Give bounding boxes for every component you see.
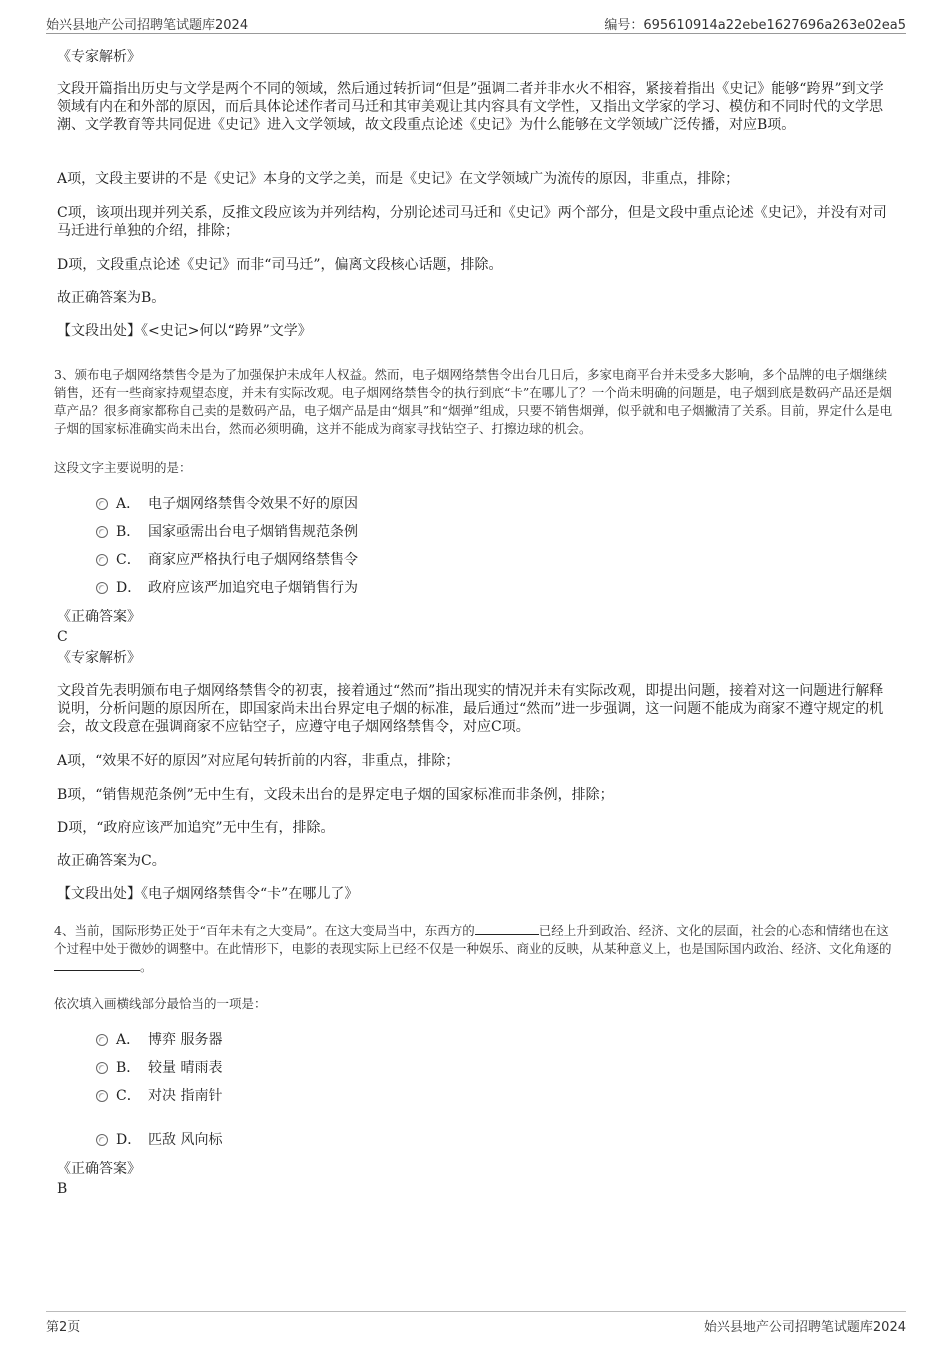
option-label: A． [116,1032,141,1048]
radio-icon[interactable] [96,1090,108,1102]
option-text: 对决 指南针 [148,1088,223,1104]
option-label: D． [116,580,142,596]
radio-icon[interactable] [96,554,108,566]
q2-analysis-heading: 《专家解析》 [57,49,141,65]
q4-prompt: 依次填入画横线部分最恰当的一项是： [54,996,267,1011]
q4-option-d[interactable] [96,1131,222,1149]
q3-option-b[interactable] [96,523,358,541]
radio-icon[interactable] [96,1062,108,1074]
q3-conclusion: 故正确答案为C。 [57,853,166,869]
fill-blank-2[interactable] [54,959,140,971]
option-label: C． [116,1088,141,1104]
q3-analysis-d: D项，“政府应该严加追究”无中生有，排除。 [57,820,335,836]
q2-conclusion: 故正确答案为B。 [57,290,166,306]
q3-prompt: 这段文字主要说明的是： [54,460,192,475]
option-text: 匹敌 风向标 [148,1132,223,1148]
q3-answer-heading: 《正确答案》 [57,609,141,625]
option-label: C． [116,552,141,568]
option-text: 国家亟需出台电子烟销售规范条例 [148,524,358,540]
q3-option-a[interactable] [96,495,358,513]
option-label: A． [116,496,141,512]
q2-source: 【文段出处】《<史记>何以“跨界”文学》 [57,323,312,339]
option-label: B． [116,524,141,540]
radio-icon[interactable] [96,1034,108,1046]
q2-analysis-a: A项，文段主要讲的不是《史记》本身的文学之美，而是《史记》在文学领域广为流传的原因，非重点，排除； [57,171,740,187]
option-text: 博弈 服务器 [148,1032,223,1048]
footer-page-number: 第2页 [46,1320,81,1335]
q3-option-c[interactable] [96,551,358,569]
option-text: 较量 晴雨表 [148,1060,223,1076]
radio-icon[interactable] [96,582,108,594]
q4-answer-heading: 《正确答案》 [57,1161,141,1177]
option-label: D． [116,1132,142,1148]
q3-analysis-a: A项，“效果不好的原因”对应尾句转折前的内容，非重点，排除； [57,753,460,769]
q4-stem-part2: 已经上升到政治、经济、文化的层面，社会的心态和情绪也在这个过程中处于微妙的调整中。在此情形下，电影的表现实际上已经不仅是一种娱乐、商业的反映，从某种意义上，也是国际国内政治、经济、文化角逐的 [54,923,892,956]
q4-stem [54,922,896,976]
option-label: B． [116,1060,141,1076]
q3-source: 【文段出处】《电子烟网络禁售令“卡”在哪儿了》 [57,886,359,902]
radio-icon[interactable] [96,1134,108,1146]
q2-analysis-d: D项，文段重点论述《史记》而非“司马迁”，偏离文段核心话题，排除。 [57,257,503,273]
q3-analysis: 文段首先表明颁布电子烟网络禁售令的初衷，接着通过“然而”指出现实的情况并未有实际改观，即提出问题，接着对这一问题进行解释说明，分析问题的原因所在，即国家尚未出台界定电子烟的标准，最后通过“然而”进一步强调，这一问题不能成为商家不遵守规定的机会，故文段意在强调商家不应钻空子，应遵守电子烟网络禁售令，对应C项。 [57,683,884,735]
q4-option-a[interactable] [96,1031,222,1049]
option-text: 电子烟网络禁售令效果不好的原因 [148,496,358,512]
q3-analysis-heading: 《专家解析》 [57,650,141,666]
q3-analysis-b: B项，“销售规范条例”无中生有，文段未出台的是界定电子烟的国家标准而非条例，排除； [57,787,614,803]
q4-answer: B [57,1181,68,1197]
q4-stem-part1: 4、当前，国际形势正处于“百年未有之大变局”。在这大变局当中，东西方的 [54,923,475,938]
q3-option-d[interactable] [96,579,358,597]
q4-option-b[interactable] [96,1059,222,1077]
q4-stem-part3: 。 [140,959,153,974]
option-text: 商家应严格执行电子烟网络禁售令 [148,552,358,568]
q3-stem: 3、颁布电子烟网络禁售令是为了加强保护未成年人权益。然而，电子烟网络禁售令出台几日后，多家电商平台并未受多大影响，多个品牌的电子烟继续销售，还有一些商家持观望态度，并未有实际改观。电子烟网络禁售令的执行到底“卡”在哪儿了？一个尚未明确的问题是，电子烟到底是数码产品还是烟草产品？很多商家都称自己卖的是数码产品，电子烟产品是由“烟具”和“烟弹”组成，只要不销售烟弹，似乎就和电子烟撇清了关系。目前，界定什么是电子烟的国家标准确实尚未出台，然而必须明确，这并不能成为商家寻找钻空子、打擦边球的机会。 [54,367,893,436]
header-title: 始兴县地产公司招聘笔试题库2024 [46,18,249,33]
q3-answer: C [57,629,68,645]
page-header [46,12,906,34]
q2-analysis: 文段开篇指出历史与文学是两个不同的领域，然后通过转折词“但是”强调二者并非水火不相容，紧接着指出《史记》能够“跨界”到文学领域有内在和外部的原因，而后具体论述作者司马迁和其审美观让其内容具有文学性，又指出文学家的学习、模仿和不同时代的文学思潮、文学教育等共同促进《史记》进入文学领域，故文段重点论述《史记》为什么能够在文学领域广泛传播，对应B项。 [57,81,884,133]
radio-icon[interactable] [96,498,108,510]
footer-title: 始兴县地产公司招聘笔试题库2024 [703,1320,906,1335]
page-footer [46,1311,906,1333]
fill-blank-1[interactable] [475,923,539,935]
header-serial: 编号：695610914a22ebe1627696a263e02ea5 [604,18,906,33]
q2-analysis-c: C项，该项出现并列关系，反推文段应该为并列结构，分别论述司马迁和《史记》两个部分，但是文段中重点论述《史记》，并没有对司马迁进行单独的介绍，排除； [57,205,887,239]
q4-option-c[interactable] [96,1087,222,1105]
option-text: 政府应该严加追究电子烟销售行为 [148,580,358,596]
radio-icon[interactable] [96,526,108,538]
